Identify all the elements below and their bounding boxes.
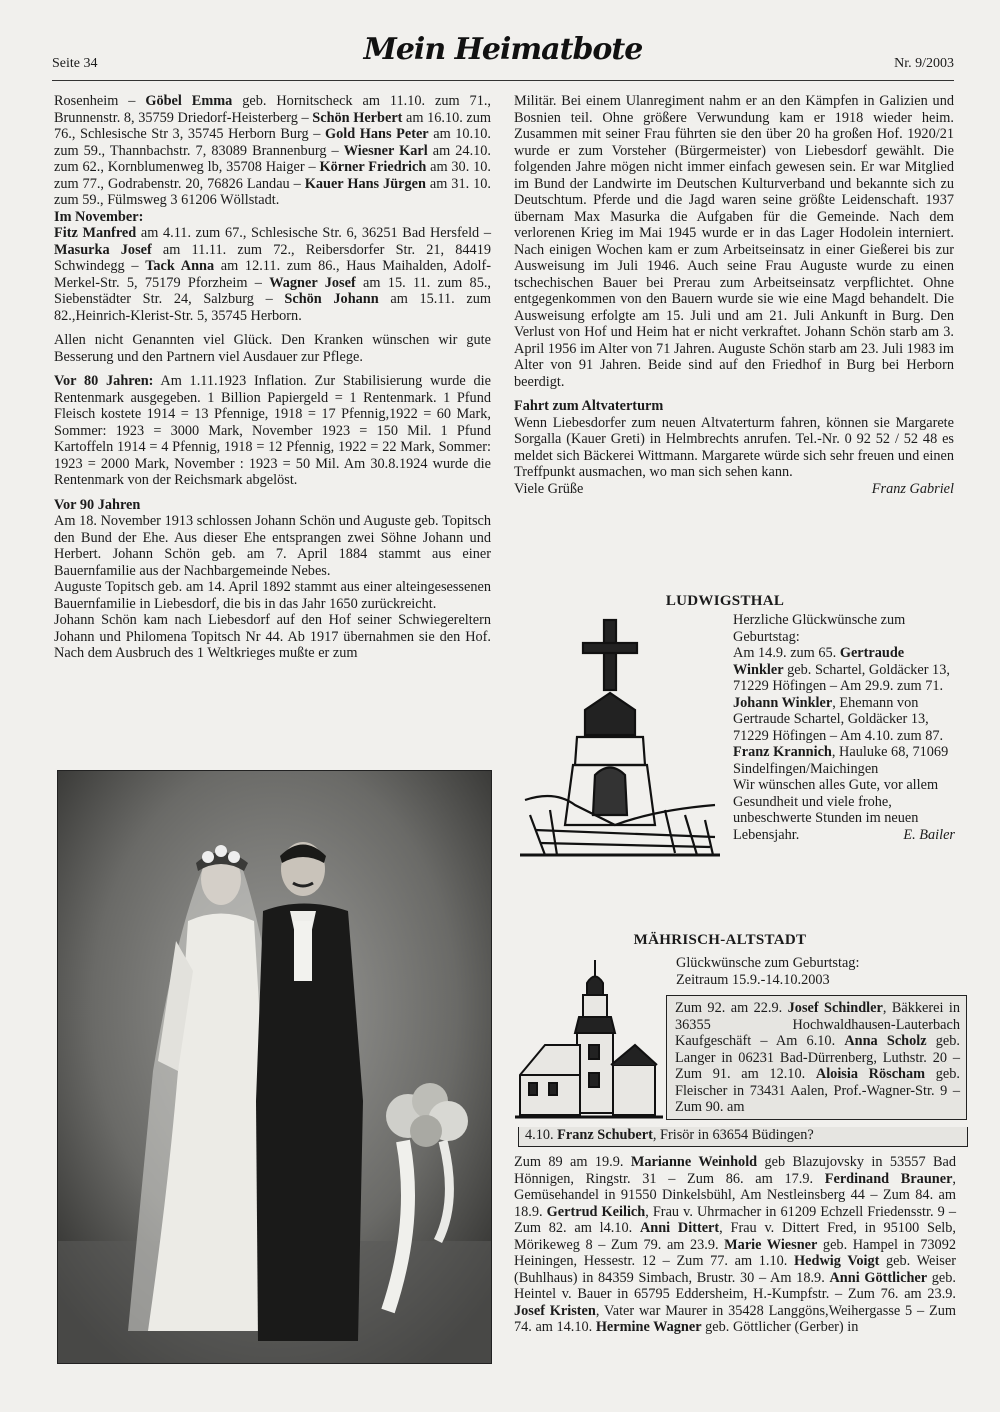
- ludwigsthal-heading: LUDWIGSTHAL: [665, 593, 785, 609]
- maehrisch-boxed-tail: [518, 1127, 968, 1147]
- maehrisch-altstadt-heading: MÄHRISCH-ALTSTADT: [633, 932, 807, 948]
- ludwigsthal-signature: E. Bailer: [903, 826, 955, 843]
- maehrisch-birthday-list: [514, 1154, 956, 1336]
- altvaterturm-signature-row: [514, 481, 954, 498]
- page-header: [52, 32, 954, 78]
- maehrisch-boxed-tail-text: 4.10. Franz Schubert, Frisör in 63654 Büdingen?: [525, 1127, 814, 1143]
- greeting: Viele Grüße: [514, 480, 584, 497]
- altvaterturm-paragraph: Wenn Liebesdorfer zum neuen Altvaterturm fahren, können sie Margarete Sorgalla (Kauer Greti) in Helmbrechts anrufen. Tel.-Nr. 0 92 52 / 52 48 es meldet sich Bäckerei Wittmann. Margarete würde sich sehr freuen und einen Treffpunkt ausmachen, wo man sich sehen kann.: [514, 414, 954, 480]
- maehrisch-boxed-text: Zum 92. am 22.9. Josef Schindler, Bäkkerei in 36355 Hochwaldhausen-Lauterbach Kaufgeschäft – Am 6.10. Anna Scholz geb. Langer in 06231 Bad-Dürrenberg, Luthstr. 20 – Zum 91. am 12.10. Aloisia Röscham geb. Fleischer in 73431 Aalen, Prof.-Wagner-Str. 9 – Zum 90. am: [675, 1000, 961, 1115]
- johann-paragraph: Johann Schön kam nach Liebesdorf auf den Hof seiner Schwiegereltern Johann und Philomena Topitsch Nr 44. Ab 1917 übernahmen sie den Hof. Nach dem Ausbruch des 1 Weltkrieges mußte er zum: [54, 612, 491, 661]
- vor-80-jahren-paragraph: Vor 80 Jahren: Am 1.11.1923 Inflation. Zur Stabilisierung wurde die Rentenmark ausgegeben. 1 Billion Papiergeld = 1 Rentenmark. 1 Pfund Fleisch kostete 1914 = 13 Pfennige, 1918 = 17 Pfennig,1922 = 60 Mark, Sommer: 1923 = 3000 Mark, November 1923 = 150 Mil. 1 Pfund Kartoffeln 1914 = 4 Pfennig, 1918 = 12 Pfennig, 1922 = 22 Mark, Sommer: 1923 = 2000 Mark, November : 1923 = 50 Mil. Am 30.8.1924 wurde die Rentenmark von der Reichsmark abgelöst.: [54, 373, 491, 488]
- header-rule: [52, 80, 954, 81]
- ludwigsthal-text: [733, 612, 955, 843]
- marriage-paragraph: Am 18. November 1913 schlossen Johann Schön und Auguste geb. Topitsch den Bund der Ehe. Aus dieser Ehe entsprangen zwei Söhne Johann und Herbert. Johann Schön geb. am 7. April 1884 stammt aus einer Bauernfamilie aus der Nachbargemeinde Nebes.: [54, 513, 491, 579]
- shrine-icon: [515, 615, 725, 867]
- johann-story-paragraph: Militär. Bei einem Ulanregiment nahm er an den Kämpfen in Galizien und Bosnien teil. Ohne größere Verwundung kam er 1918 wieder heim. Zusammen mit seiner Frau führten sie den über 20 ha großen Hof. 1920/21 wurde er zum Vorsteher (Bürgermeister) von Liebesdorf gewählt. Die folgenden Jahre mögen nicht immer einfach gewesen sein. Er war Mitglied im Bund der Landwirte im Deutschen Kulturverband und bekannte sich zu Deutschtum. Pferde und die Jagd waren seine größte Leidenschaft. 1937 übernam Max Masurka die Aufgaben für die Gemeinde. Nach dem verlorenen Krieg im Mai 1945 wurde er in das Lager Hodolein interniert. Nach einigen Wochen kam er zum Arbeitseinsatz in einer Gießerei bis zur Ausweisung im Juli 1946. Auch seine Frau Auguste wurde zu einen tschechischen Bauer bei Prerau zum Arbeitseinsatz verpflichtet. Ohne entgegenkommen von den Bauern wurde sie wie eine Magd behandelt. Die Ausweisung erfolgte am 15. Juli und am 21. Juli Ankunft in Burg. Den Verlust von Hof und Heim hat er nicht verkraftet. Johann Schön starb am 3. April 1956 im Alter von 71 Jahren. Auguste Schön starb am 23. Juli 1983 im Alter von 91 Jahren. Beide sind auf den Friedhof in Burg bei Herborn beerdigt.: [514, 93, 954, 390]
- wishes-paragraph: Allen nicht Genannten viel Glück. Den Kranken wünschen wir gute Besserung und den Partnern viel Ausdauer zur Pflege.: [54, 332, 491, 365]
- vor-90-jahren-heading: Vor 90 Jahren: [54, 496, 141, 513]
- maehrisch-intro: [676, 955, 956, 988]
- auguste-paragraph: Auguste Topitsch geb. am 14. April 1892 stammt aus einer alteingesessenen Bauernfamilie in Liebesdorf, die bis in das Jahr 1650 zurückreicht.: [54, 579, 491, 612]
- signature-franz-gabriel: Franz Gabriel: [871, 480, 954, 497]
- altvaterturm-heading: Fahrt zum Altvaterturm: [514, 398, 664, 414]
- right-column: [514, 93, 954, 497]
- wedding-photo: [57, 770, 492, 1364]
- maehrisch-intro-line-2: Zeitraum 15.9.-14.10.2003: [676, 971, 830, 988]
- november-heading: Im November:: [54, 208, 144, 225]
- birthday-list-october: Rosenheim – Göbel Emma geb. Hornitscheck am 11.10. zum 71., Brunnenstr. 8, 35759 Driedorf-Heisterberg – Schön Herbert am 16.10. zum 76., Schlesische Str 3, 35745 Herborn Burg – Gold Hans Peter am 10.10. zum 59., Thannbachstr. 7, 83089 Brannenburg – Wiesner Karl am 24.10. zum 62., Kornblumenweg lb, 35708 Haiger – Körner Friedrich am 30. 10. zum 77., Godrabenstr. 20, 76826 Landau – Kauer Hans Jürgen am 31. 10. zum 59., Fülmsweg 3 61206 Wöllstadt.: [54, 93, 492, 208]
- page-number: Seite 34: [52, 56, 98, 71]
- church-icon: [515, 955, 663, 1125]
- maehrisch-boxed-birthdays: [666, 995, 967, 1120]
- birthday-list-november: Fitz Manfred am 4.11. zum 67., Schlesische Str. 6, 36251 Bad Hersfeld – Masurka Josef am 11.11. zum 72., Reibersdorfer Str. 21, 84419 Schwindegg – Tack Anna am 12.11. zum 86., Haus Maihalden, Adolf-Merkel-Str. 5, 75179 Pforzheim – Wagner Josef am 15. 11. zum 85., Siebenstädter Str. 24, Salzburg – Schön Johann am 15.11. zum 82.,Heinrich-Klerist-Str. 5, 35745 Herborn.: [54, 225, 491, 324]
- left-column: [54, 93, 491, 662]
- masthead-title: Mein Heimatbote: [363, 32, 643, 67]
- maehrisch-rest-text: Zum 89 am 19.9. Marianne Weinhold geb Blazujovsky in 53557 Bad Hönnigen, Ringstr. 31 – Zum 86. am 17.9. Ferdinand Brauner, Gemüsehandel in 91550 Dinkelsbühl, Am Nestleinsberg 44 – Zum 84. am 18.9. Gertrud Keilich, Frau v. Uhrmacher in 61209 Echzell Friedensstr. 9 – Zum 82. am l4.10. Anni Dittert, Frau v. Dittert Fred, in 95100 Selb, Mörikeweg 8 – Zum 79. am 23.9. Marie Wiesner geb. Hampel in 73092 Heiningen, Hessestr. 12 – Zum 77. am 1.10. Hedwig Voigt geb. Weiser (Buhlhaus) in 84359 Simbach, Brustr. 30 – Am 18.9. Anni Göttlicher geb. Heintel v. Bauer in 65795 Eddersheim, H.-Kumpfstr. – Zum 76. am 23.9. Josef Kristen, Vater war Maurer in 35428 Langgöns,Weihergasse 5 – Zum 74. am 14.10. Hermine Wagner geb. Göttlicher (Gerber) in: [514, 1154, 957, 1335]
- ludwigsthal-birthdays: Herzliche Glückwünsche zum Geburtstag: Am 14.9. zum 65. Gertraude Winkler geb. Schartel, Goldäcker 13, 71229 Höfingen – Am 29.9. zum 71. Johann Winkler, Ehemann von Gertraude Schartel, Goldäcker 13, 71229 Höfingen – Am 4.10. zum 87. Franz Krannich, Hauluke 68, 71069 Sindelfingen/Maichingen Wir wünschen alles Gute, vor allem Gesundheit und viele frohe, unbeschwerte Stunden im neuen Lebensjahr.: [733, 612, 950, 843]
- wedding-photo-illustration: [58, 771, 491, 1363]
- issue-number: Nr. 9/2003: [894, 56, 954, 71]
- maehrisch-intro-line-1: Glückwünsche zum Geburtstag:: [676, 955, 860, 971]
